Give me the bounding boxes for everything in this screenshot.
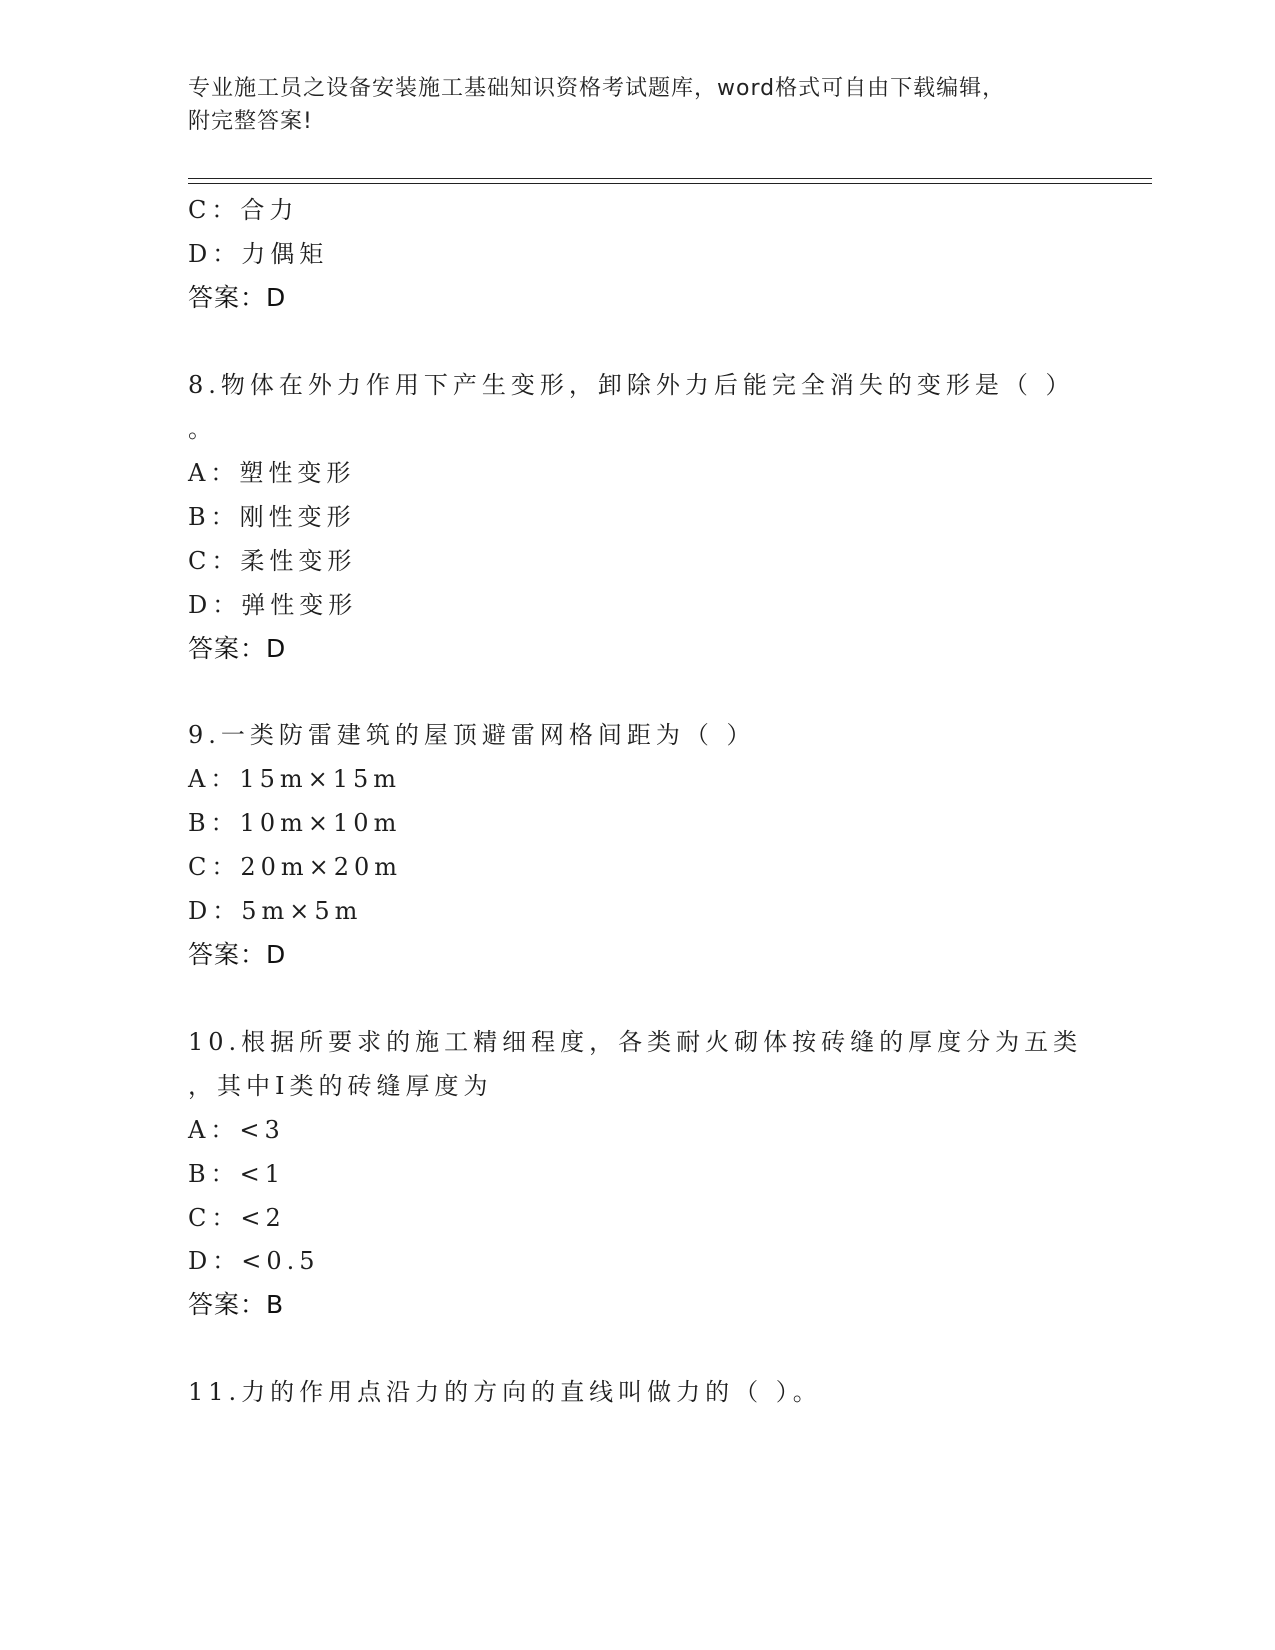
q10-option-d: D：<0.5 [188,1247,320,1275]
q10-stem-line-1: 10.根据所要求的施工精细程度，各类耐火砌体按砖缝的厚度分为五类 [188,1028,1083,1056]
q9-option-b: B：10m×10m [188,809,402,837]
header-divider-bottom [188,183,1152,184]
q8-option-d: D：弹性变形 [188,591,358,619]
q8-answer: 答案：D [188,634,287,663]
document-header [188,72,1088,138]
header-line-1: 专业施工员之设备安装施工基础知识资格考试题库，word格式可自由下载编辑， [188,76,1006,101]
q9-option-a: A：15m×15m [188,765,402,793]
q10-option-c: C：<2 [188,1204,286,1232]
header-line-2: 附完整答案! [188,109,313,134]
q8-option-a: A：塑性变形 [188,459,356,487]
q11-stem-line-1: 11.力的作用点沿力的方向的直线叫做力的（ ）。 [188,1378,822,1406]
q7-answer: 答案：D [188,283,287,312]
q10-answer: 答案：B [188,1290,285,1319]
q8-stem-line-1: 8.物体在外力作用下产生变形，卸除外力后能完全消失的变形是（ ） [188,371,1075,399]
q7-option-c: C：合力 [188,196,299,224]
q10-option-b: B：<1 [188,1160,286,1188]
q10-option-a: A：<3 [188,1116,285,1144]
q9-option-d: D：5m×5m [188,897,363,925]
q9-option-c: C：20m×20m [188,853,403,881]
q9-stem-line-1: 9.一类防雷建筑的屋顶避雷网格间距为（ ） [188,721,756,749]
q8-option-b: B：刚性变形 [188,503,356,531]
q8-option-c: C：柔性变形 [188,547,357,575]
q9-answer: 答案：D [188,940,287,969]
q7-option-d: D：力偶矩 [188,240,329,268]
q10-stem-line-2: ，其中Ⅰ类的砖缝厚度为 [188,1072,493,1100]
header-divider-top [188,178,1152,179]
q8-stem-line-2: 。 [188,415,217,443]
